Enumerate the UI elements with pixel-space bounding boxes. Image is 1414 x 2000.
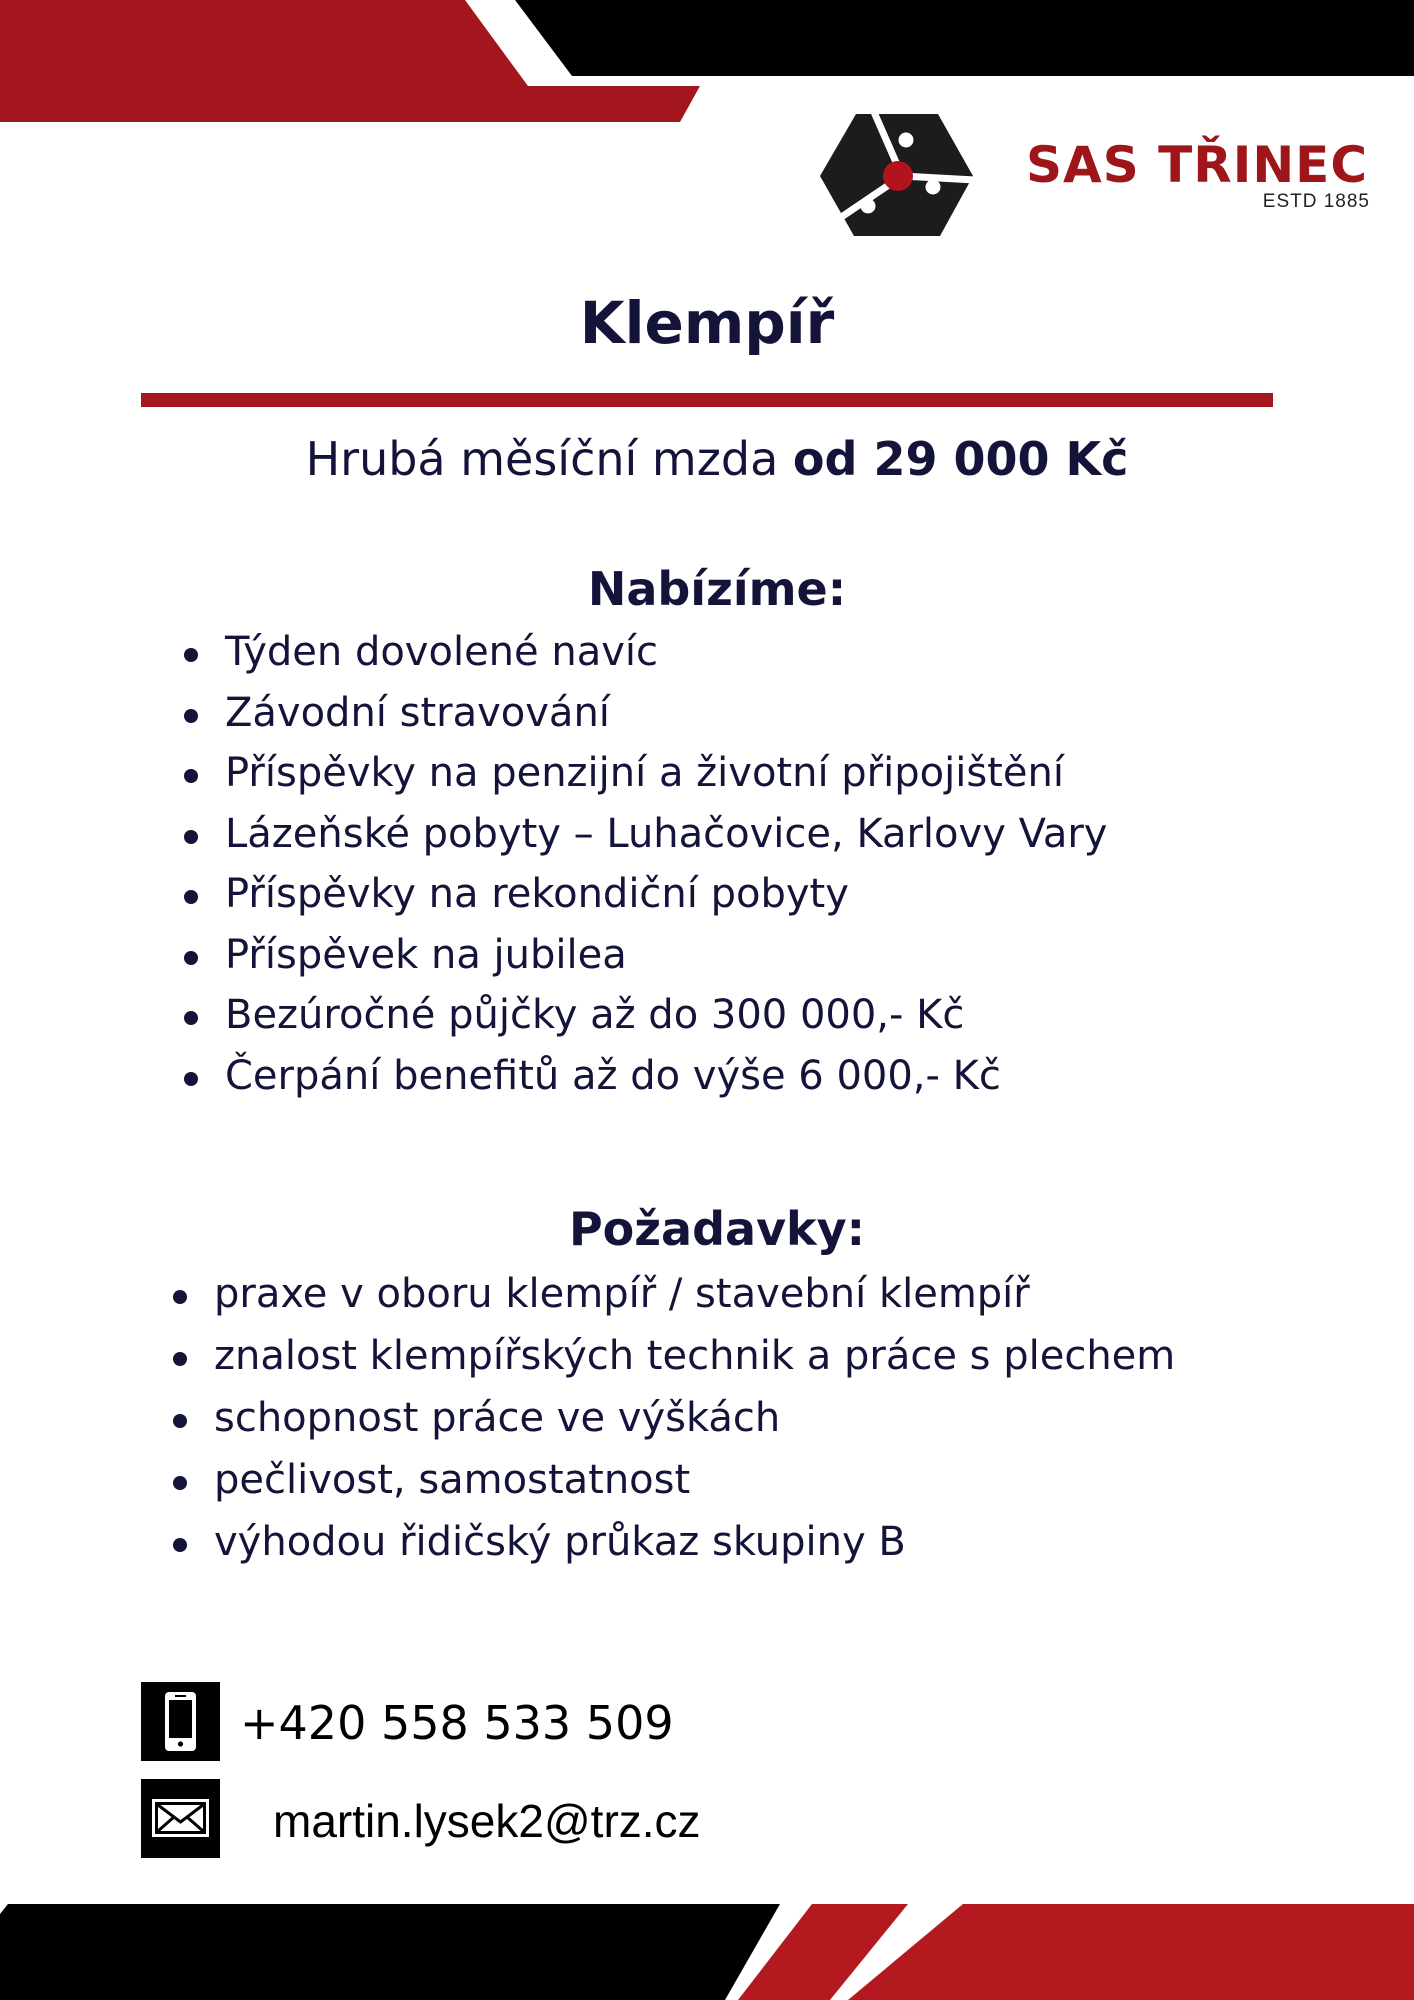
list-item: praxe v oboru klempíř / stavební klempíř (214, 1270, 1175, 1332)
wage-label: Hrubá měsíční mzda (305, 432, 779, 486)
wage-value: od 29 000 Kč (792, 432, 1129, 486)
phone-icon (141, 1682, 220, 1761)
list-item: Příspěvky na penzijní a životní připojištění (225, 749, 1107, 810)
bottom-decoration (0, 1900, 1414, 2000)
list-item: Lázeňské pobyty – Luhačovice, Karlovy Vary (225, 810, 1107, 871)
list-item: Týden dovolené navíc (225, 628, 1107, 689)
phone-number[interactable]: +420 558 533 509 (240, 1696, 674, 1750)
list-item: Čerpání benefitů až do výše 6 000,- Kč (225, 1052, 1107, 1113)
list-item: výhodou řidičský průkaz skupiny B (214, 1518, 1175, 1580)
requirements-heading: Požadavky: (568, 1202, 866, 1256)
list-item: Příspěvky na rekondiční pobyty (225, 870, 1107, 931)
email-address[interactable]: martin.lysek2@trz.cz (273, 1795, 701, 1847)
top-decoration (0, 0, 1414, 130)
offers-list (225, 628, 1107, 1112)
requirements-list (214, 1270, 1175, 1580)
brand-established: ESTD 1885 (1262, 191, 1370, 212)
list-item: Příspěvek na jubilea (225, 931, 1107, 992)
list-item: Bezúročné půjčky až do 300 000,- Kč (225, 991, 1107, 1052)
envelope-icon (141, 1779, 220, 1858)
triangle-logo-icon (818, 110, 978, 240)
list-item: pečlivost, samostatnost (214, 1456, 1175, 1518)
brand-name: SAS TŘINEC (1026, 136, 1369, 194)
offers-heading: Nabízíme: (587, 562, 847, 616)
title-divider (141, 393, 1273, 407)
list-item: schopnost práce ve výškách (214, 1394, 1175, 1456)
job-title: Klempíř (579, 289, 835, 357)
list-item: Závodní stravování (225, 689, 1107, 750)
wage-line (0, 432, 1414, 487)
list-item: znalost klempířských technik a práce s plechem (214, 1332, 1175, 1394)
